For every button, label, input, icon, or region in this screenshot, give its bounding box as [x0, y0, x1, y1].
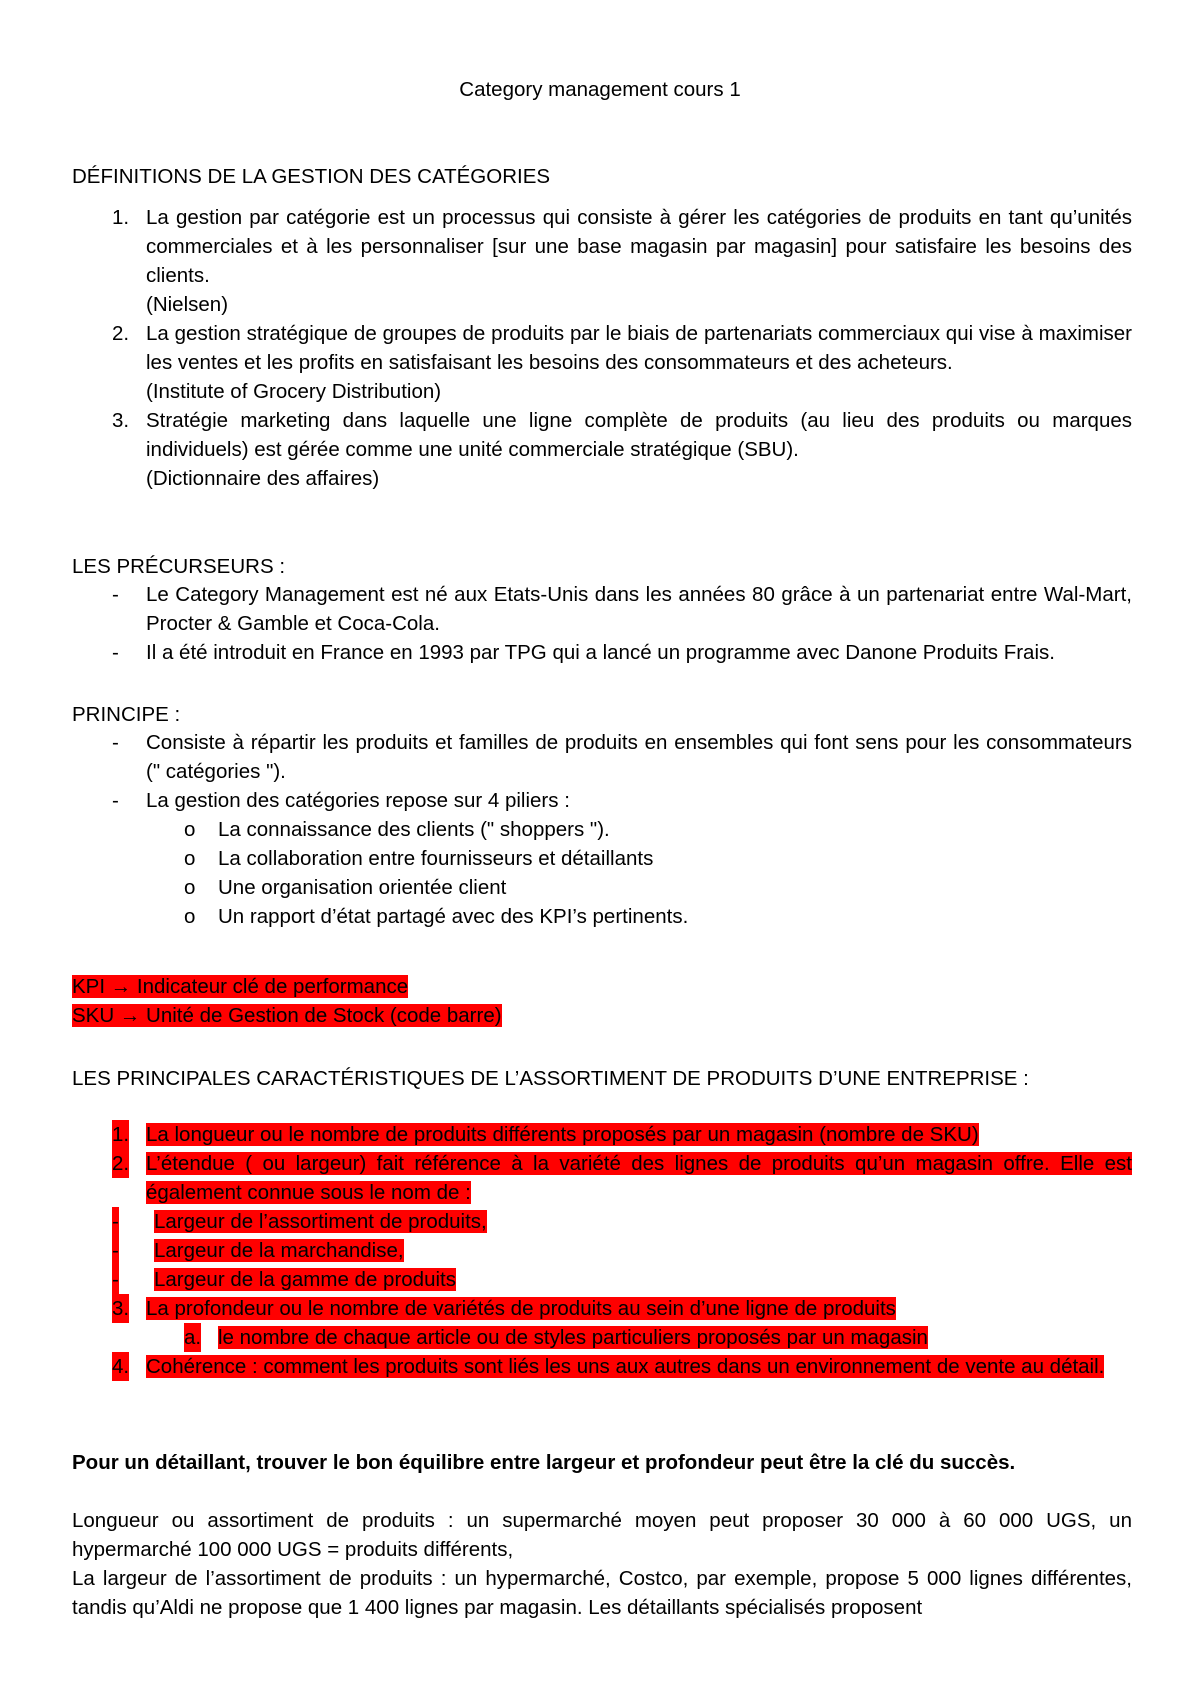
definition-source: (Dictionnaire des affaires): [146, 467, 380, 490]
precursors-list: [72, 580, 1132, 667]
list-number: 3.: [112, 409, 130, 432]
definition-item: [72, 406, 1132, 493]
sub-item: [72, 1207, 1132, 1236]
list-number: 1.: [112, 206, 130, 229]
dash-marker: -: [112, 789, 119, 812]
list-number: 2.: [112, 1149, 129, 1178]
list-item-text: Consiste à répartir les produits et familles de produits en ensembles qui font sens pour les consommateurs (" catégories ").: [146, 731, 1132, 783]
definition-text: La gestion par catégorie est un processus qui consiste à gérer les catégories de produits en tant qu’unités commerciales et à les personnaliser [sur une base magasin par magasin] pour satisfaire les besoins des clients.: [146, 206, 1132, 287]
sku-definition: SKU → Unité de Gestion de Stock (code barre): [72, 1004, 502, 1027]
characteristics-list: [72, 1120, 1132, 1381]
sub-item-text: Largeur de la gamme de produits: [154, 1268, 456, 1291]
list-item: [72, 786, 1132, 815]
characteristic-text: La profondeur ou le nombre de variétés de produits au sein d’une ligne de produits: [146, 1297, 896, 1320]
list-item-text: La gestion des catégories repose sur 4 piliers :: [146, 789, 570, 812]
circle-bullet: o: [184, 847, 196, 870]
circle-bullet: o: [184, 905, 196, 928]
paragraph: La largeur de l’assortiment de produits : un hypermarché, Costco, par exemple, propose 5 000 lignes différentes, tandis qu’Aldi ne propose que 1 400 lignes par magasin. Les détaillants spécialisés proposent: [72, 1567, 1132, 1619]
definitions-list: [72, 203, 1132, 493]
definition-source: (Institute of Grocery Distribution): [146, 380, 442, 403]
list-number: 2.: [112, 322, 130, 345]
principle-list: [72, 728, 1132, 931]
paragraph: Longueur ou assortiment de produits : un supermarché moyen peut proposer 30 000 à 60 000 UGS, un hypermarché 100 000 UGS = produits différents,: [72, 1509, 1132, 1561]
circle-bullet: o: [184, 818, 196, 841]
list-number: 1.: [112, 1120, 129, 1149]
characteristics-heading: LES PRINCIPALES CARACTÉRISTIQUES DE L’ASSORTIMENT DE PRODUITS D’UNE ENTREPRISE :: [72, 1067, 1029, 1090]
dash-marker: -: [112, 641, 119, 664]
definition-text: Stratégie marketing dans laquelle une ligne complète de produits (au lieu des produits ou marques individuels) est gérée comme une unité commerciale stratégique (SBU).: [146, 409, 1132, 461]
key-statement: Pour un détaillant, trouver le bon équilibre entre largeur et profondeur peut être la clé du succès.: [72, 1451, 1016, 1474]
characteristic-item: [72, 1120, 1132, 1149]
dash-marker: -: [112, 731, 119, 754]
document-title: Category management cours 1: [459, 78, 741, 101]
pillar-text: La connaissance des clients (" shoppers ").: [218, 818, 610, 841]
pillar-item: [72, 873, 1132, 902]
dash-marker: -: [112, 1265, 119, 1294]
characteristic-text: La longueur ou le nombre de produits différents proposés par un magasin (nombre de SKU): [146, 1123, 979, 1146]
dash-marker: -: [112, 1207, 119, 1236]
characteristic-item: [72, 1352, 1132, 1381]
pillar-text: Un rapport d’état partagé avec des KPI’s pertinents.: [218, 905, 689, 928]
definition-item: [72, 319, 1132, 406]
list-item: [72, 580, 1132, 638]
sub-item-text: Largeur de l’assortiment de produits,: [154, 1210, 487, 1233]
definitions-heading: DÉFINITIONS DE LA GESTION DES CATÉGORIES: [72, 165, 551, 188]
characteristic-text: Cohérence : comment les produits sont liés les uns aux autres dans un environnement de vente au détail.: [146, 1355, 1105, 1378]
characteristic-item: [72, 1294, 1132, 1323]
definition-item: [72, 203, 1132, 319]
list-item: [72, 638, 1132, 667]
sub-item-text: le nombre de chaque article ou de styles particuliers proposés par un magasin: [218, 1326, 928, 1349]
list-item-text: Il a été introduit en France en 1993 par TPG qui a lancé un programme avec Danone Produits Frais.: [146, 641, 1055, 664]
list-item: [72, 728, 1132, 786]
list-number: 3.: [112, 1294, 129, 1323]
pillar-text: La collaboration entre fournisseurs et détaillants: [218, 847, 654, 870]
sub-item: [72, 1265, 1132, 1294]
dash-marker: -: [112, 583, 119, 606]
list-number: 4.: [112, 1352, 129, 1381]
acronyms-block: [72, 972, 1132, 1030]
pillar-item: [72, 815, 1132, 844]
kpi-definition: KPI → Indicateur clé de performance: [72, 975, 409, 998]
principle-heading: PRINCIPE :: [72, 703, 181, 726]
circle-bullet: o: [184, 876, 196, 899]
pillar-text: Une organisation orientée client: [218, 876, 507, 899]
sub-item: [72, 1323, 1132, 1352]
characteristic-text: L’étendue ( ou largeur) fait référence à la variété des lignes de produits qu’un magasin offre. Elle est également connue sous le nom de :: [146, 1152, 1132, 1204]
list-item-text: Le Category Management est né aux Etats-Unis dans les années 80 grâce à un partenariat entre Wal-Mart, Procter & Gamble et Coca-Cola.: [146, 583, 1132, 635]
body-paragraphs: [72, 1506, 1132, 1622]
pillar-item: [72, 902, 1132, 931]
precursors-heading: LES PRÉCURSEURS :: [72, 555, 286, 578]
characteristic-item: [72, 1149, 1132, 1207]
definition-source: (Nielsen): [146, 293, 229, 316]
letter-marker: a.: [184, 1323, 201, 1352]
sub-item: [72, 1236, 1132, 1265]
pillar-item: [72, 844, 1132, 873]
sub-item-text: Largeur de la marchandise,: [154, 1239, 404, 1262]
definition-text: La gestion stratégique de groupes de produits par le biais de partenariats commerciaux qui vise à maximiser les ventes et les profits en satisfaisant les besoins des consommateurs et des acheteurs.: [146, 322, 1132, 374]
dash-marker: -: [112, 1236, 119, 1265]
